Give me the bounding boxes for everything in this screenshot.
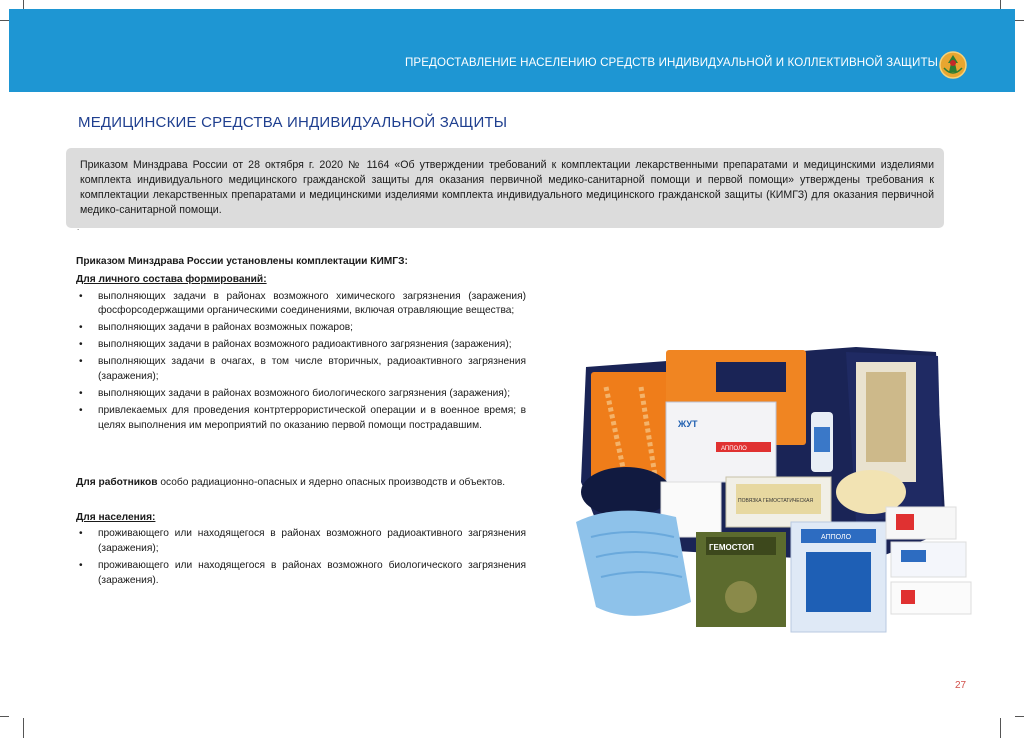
kit-label-tourniquet: ЖУТ	[678, 419, 698, 429]
intro-box	[66, 148, 944, 228]
header-title: ПРЕДОСТАВЛЕНИЕ НАСЕЛЕНИЮ СРЕДСТВ ИНДИВИДУАЛЬНОЙ И КОЛЛЕКТИВНОЙ ЗАЩИТЫ	[404, 56, 938, 69]
list-item: • проживающего или находящегося в районах возможного радиоактивного загрязнения (заражения);	[76, 527, 526, 557]
kit-label-bandage: ПОВЯЗКА ГЕМОСТАТИЧЕСКАЯ	[738, 498, 814, 504]
personnel-list	[76, 290, 526, 434]
header-banner	[9, 9, 1015, 92]
population-heading: Для населения:	[76, 511, 156, 523]
first-aid-kit-photo	[566, 332, 986, 642]
list-item: • проживающего или находящегося в районах возможного биологического загрязнения (заражения).	[76, 559, 526, 589]
mchs-emblem-icon	[938, 50, 968, 80]
population-list	[76, 527, 526, 588]
crop-mark	[1015, 716, 1024, 717]
section-title: МЕДИЦИНСКИЕ СРЕДСТВА ИНДИВИДУАЛЬНОЙ ЗАЩИТЫ	[78, 114, 508, 131]
crop-mark	[23, 718, 24, 738]
page-number: 27	[955, 680, 967, 691]
workers-text: особо радиационно-опасных и ядерно опасных производств и объектов.	[157, 476, 506, 488]
crop-mark	[1015, 20, 1024, 21]
workers-label: Для работников	[76, 476, 158, 488]
crop-mark	[0, 20, 9, 21]
list-item: • выполняющих задачи в районах возможного радиоактивного загрязнения (заражения);	[76, 338, 526, 353]
crop-mark	[0, 716, 9, 717]
kits-heading: Приказом Минздрава России установлены комплектации КИМГЗ:	[76, 256, 408, 267]
kit-label-appolo: АППОЛО	[821, 534, 852, 541]
main-text-column	[76, 255, 526, 591]
intro-text: Приказом Минздрава России от 28 октября г. 2020 № 1164 «Об утверждении требований к комплектации лекарственными препаратами и медицинскими изделиями комплекта индивидуального медицинского гражданской защиты для оказания первичной медико-санитарной помощи и первой помощи» утверждены требования к комплектации лекарственных препаратами и медицинскими изделиями комплекта индивидуального медицинского гражданской защиты (КИМГЗ) для оказания первичной медико-санитарной помощи.	[80, 159, 934, 216]
list-item: • выполняющих задачи в районах возможных пожаров;	[76, 321, 526, 336]
list-item: • выполняющих задачи в очагах, в том числе вторичных, радиоактивного загрязнения (заражения);	[76, 355, 526, 385]
crop-mark	[1000, 718, 1001, 738]
stray-mark: .	[77, 223, 80, 232]
workers-paragraph	[76, 476, 526, 491]
personnel-heading: Для личного состава формирований:	[76, 273, 267, 285]
list-item: • выполняющих задачи в районах возможного биологического загрязнения (заражения);	[76, 387, 526, 402]
list-item: • привлекаемых для проведения контртеррористической операции и в военное время; в целях выполнения им мероприятий по оказанию первой помощи пострадавшим.	[76, 404, 526, 434]
kit-label-tourniquet-brand: АППОЛО	[721, 446, 747, 452]
list-item: • выполняющих задачи в районах возможного химического загрязнения (заражения) фосфорсодержащими органическими соединениями, включая отравляющие вещества;	[76, 290, 526, 320]
kit-label-hemostop: ГЕМОСТОП	[709, 543, 754, 552]
